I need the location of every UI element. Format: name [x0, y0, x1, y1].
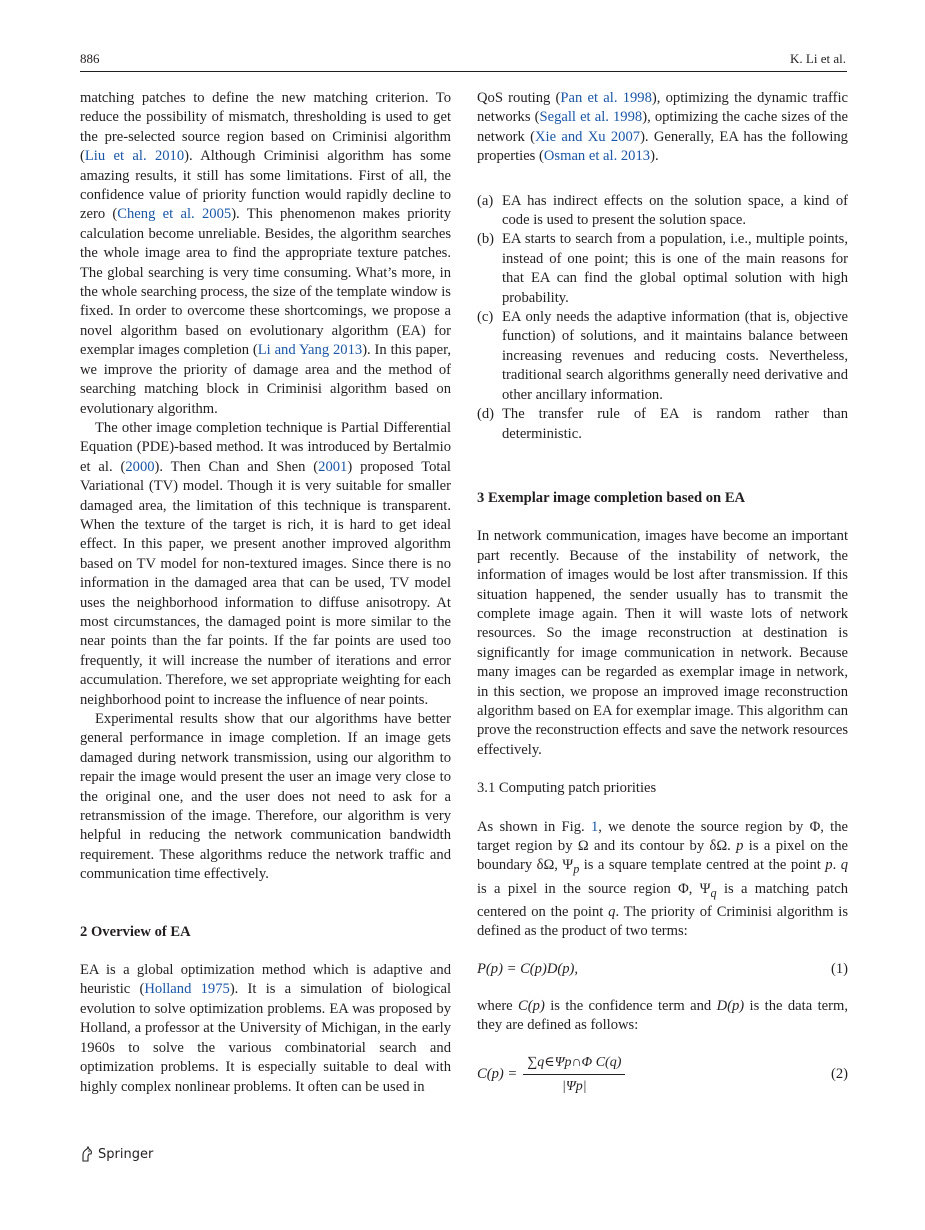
- subsection-3-1-title: 3.1 Computing patch priorities: [477, 780, 657, 797]
- citation-li-yang-2013[interactable]: Li and Yang 2013: [257, 342, 363, 359]
- citation-pan-1998[interactable]: Pan et al. 1998: [560, 90, 652, 106]
- publisher-name: Springer: [98, 1146, 154, 1162]
- page-number: 886: [80, 51, 100, 66]
- ea-properties-list: [477, 192, 848, 444]
- paragraph-intro-criminisi: matching patches to define the new matching criterion. To reduce the possibility of mismatch, thresholding is used to get the pre-selected source region based on Criminisi algorithm (Liu et al. 2010). Although Criminisi algorithm has some amazing results, it still has some limitations. First of all, the confidence value of priority function would rapidly decline to zero (Cheng et al. 2005). This phenomenon makes priority calculation become unreliable. Besides, the algorithm searches the whole image area to find the appropriate texture patches. The global searching is very time consuming. What’s more, in the whole searching process, the size of the template window is fixed. In order to overcome these shortcomings, we propose a novel algorithm based on evolutionary algorithm (EA) for exemplar images completion (Li and Yang 2013). In this paper, we improve the priority of damage area and the method of searching matching block in Criminisi algorithm based on evolutionary algorithm.: [80, 90, 452, 417]
- publisher-footer: [80, 1146, 153, 1162]
- left-column: [80, 89, 451, 1097]
- paragraph-ea-applications: QoS routing (Pan et al. 1998), optimizing the dynamic traffic networks (Segall et al. 1998), optimizing the cache sizes of the network (Xie and Xu 2007). Generally, EA has the following properties (Osman et al. 2013).: [477, 90, 849, 165]
- citation-liu-2010[interactable]: Liu et al. 2010: [84, 148, 185, 165]
- figure-1-link[interactable]: 1: [590, 818, 599, 835]
- springer-horse-icon: [80, 1146, 94, 1162]
- equation-1-body: P(p) = C(p)D(p),: [477, 960, 579, 977]
- citation-chan-shen-2001[interactable]: 2001: [318, 458, 348, 475]
- citation-bertalmio-2000[interactable]: 2000: [125, 458, 155, 475]
- paragraph-patch-priorities: As shown in Fig. 1, we denote the source region by Φ, the target region by Ω and its contour by δΩ. p is a pixel on the boundary δΩ, $\Psi_p$ is a square template centred at the point p. q is a pixel in the source region Φ, $\Psi_q$ is a matching patch centered on the point q. The priority of Criminisi algorithm is defined as the product of two terms:: [477, 818, 849, 940]
- equation-2-denominator: |Ψp|: [562, 1079, 587, 1095]
- list-item: (d) The transfer rule of EA is random rather than deterministic.: [477, 406, 848, 442]
- list-item: (a) EA has indirect effects on the solution space, a kind of code is used to present the solution space.: [477, 192, 848, 229]
- section-3-title: 3 Exemplar image completion based on EA: [477, 489, 746, 506]
- list-item: (c) EA only needs the adaptive information (that is, objective function) of solutions, and it maintains balance between increasing revenues and reducing costs. Nevertheless, traditional search algorithms generally need derivative and other ancillary information.: [477, 309, 848, 403]
- citation-osman-2013[interactable]: Osman et al. 2013: [543, 148, 651, 165]
- list-item: (b) EA starts to search from a population, i.e., multiple points, instead of one point; this is one of the main reasons for that EA can find the global optimal solution with high probability.: [477, 231, 848, 306]
- running-head-authors: K. Li et al.: [790, 51, 846, 66]
- equation-2-number: (2): [830, 1065, 848, 1082]
- paragraph-confidence-data-terms: where C(p) is the confidence term and D(p) is the data term, they are defined as follows:: [477, 997, 848, 1034]
- equation-2-fraction: [523, 1053, 625, 1097]
- paragraph-network-images: In network communication, images have become an important part recently. Because of the instability of network, the information of images would be lost after transmission. If this situation happened, the sender usually has to transmit the complete image again. Then it will waste lots of network resources. So the image reconstruction at destination is significantly for image communication in network. Because many images can be regarded as exemplar image in network, in this section, we propose an improved image reconstruction algorithm based on EA for exemplar image. This algorithm can prove the reconstruction effects and save the network resources effectively.: [477, 528, 848, 758]
- paragraph-experimental-results: Experimental results show that our algorithms have better general performance in image completion. If an image gets damaged during network transmission, using our algorithm to repair the image would present the user an image very close to the original one, and the user does not need to ask for a retransmission of the image. Therefore, our algorithm is very helpful in reducing the network communication bandwidth requirement. These algorithms reduce the network traffic and communication time effectively.: [80, 711, 451, 883]
- equation-2-numerator: ∑q∈Ψp∩Φ C(q): [523, 1053, 625, 1075]
- equation-1-number: (1): [830, 960, 848, 977]
- right-column: [477, 89, 848, 1100]
- equation-2-lhs: C(p) =: [477, 1065, 518, 1082]
- citation-xie-xu-2007[interactable]: Xie and Xu 2007: [534, 128, 641, 145]
- citation-segall-1998[interactable]: Segall et al. 1998: [539, 109, 643, 126]
- paragraph-ea-overview: EA is a global optimization method which is adaptive and heuristic (Holland 1975). It is a simulation of biological evolution to solve optimization problems. EA was proposed by Holland, a professor at the University of Michigan, in the early 1960s to solve the various combinatorial search and optimization problems. It is especially suitable to deal with highly complex nonlinear problems. It often can be used in: [80, 962, 451, 1095]
- header-rule: [80, 71, 847, 72]
- section-2-title: 2 Overview of EA: [80, 923, 191, 940]
- equation-2: [477, 1050, 848, 1100]
- equation-1: [477, 957, 848, 982]
- citation-cheng-2005[interactable]: Cheng et al. 2005: [117, 206, 232, 223]
- citation-holland-1975[interactable]: Holland 1975: [144, 981, 230, 998]
- paragraph-pde-method: The other image completion technique is Partial Differential Equation (PDE)-based method. It was introduced by Bertalmio et al. (2000). Then Chan and Shen (2001) proposed Total Variational (TV) model. Though it is very suitable for smaller damaged area, the limitation of this technique is transparent. When the texture of the target is rich, it is hard to get ideal effect. In this paper, we present another improved algorithm based on TV model for non-textured images. Since there is no information in the damaged area that can be used, TV model uses the neighborhood information to diffuse anisotropy. At most circumstances, the damaged point is more similar to the near points than the far points. If the far points are used too frequently, it will increase the number of iterations and error accumulation. Therefore, we set appropriate weighting for each neighborhood point to increase the influence of near points.: [80, 419, 451, 708]
